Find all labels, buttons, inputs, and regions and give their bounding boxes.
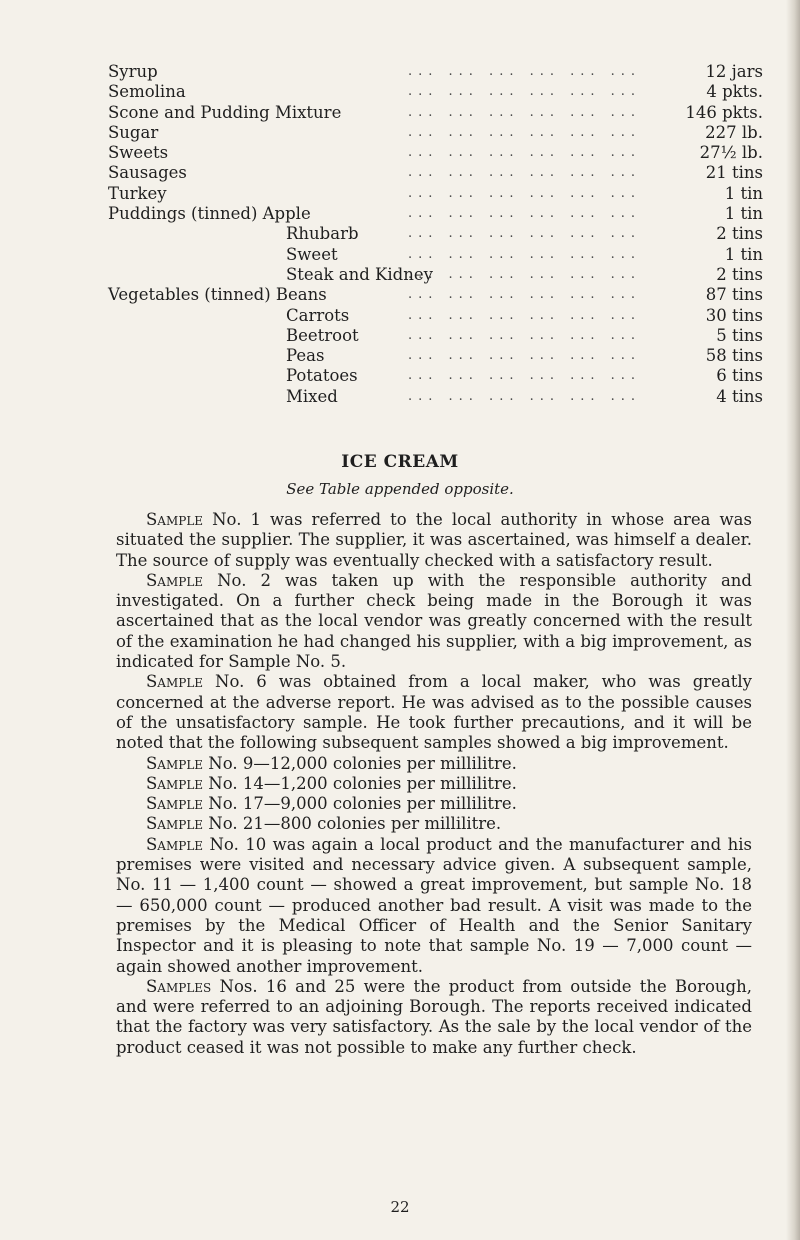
body-text <box>116 510 752 1058</box>
paragraph-text: Nos. 16 and 25 were the product from outside the Borough, and were referred to an adjoining Borough. The reports received indicated that the factory was very satisfactory. As the sale by the local vendor of the product ceased it was not possible to make any further check. <box>116 976 752 1057</box>
paragraph-text: No. 21—800 colonies per millilitre. <box>203 814 502 834</box>
inventory-item-name: Steak and Kidney <box>286 264 433 284</box>
paragraph-text: No. 17—9,000 colonies per millilitre. <box>203 794 517 814</box>
inventory-item-name: Vegetables (tinned) Beans <box>108 285 327 305</box>
paragraph-lead: Sample <box>146 672 204 692</box>
section-subtitle: See Table appended opposite. <box>286 480 514 498</box>
inventory-item-name: Rhubarb <box>286 224 359 244</box>
leader-dots: ... ... ... ... ... ... <box>408 64 642 79</box>
inventory-row <box>108 143 768 163</box>
inventory-item-quantity: 2 tins <box>716 224 763 244</box>
inventory-item-quantity: 4 tins <box>716 386 763 406</box>
paragraph-lead: Sample <box>146 794 204 814</box>
paragraph-text: No. 2 was taken up with the responsible authority and investigated. On a further check being made in the Borough it was ascertained that as the local vendor was greatly concerned with the result of the examination he had changed his supplier, with a big improvement, as indicated for Sample No. 5. <box>116 570 752 672</box>
inventory-row <box>108 306 768 326</box>
paragraph <box>116 510 752 571</box>
inventory-item-name: Sugar <box>108 122 159 142</box>
inventory-row <box>108 326 768 346</box>
inventory-item-name: Puddings (tinned) Apple <box>108 204 311 224</box>
paragraph-text: No. 9—12,000 colonies per millilitre. <box>203 753 517 773</box>
sample-count-line <box>116 794 752 814</box>
paragraph <box>116 977 752 1058</box>
inventory-item-quantity: 27½ lb. <box>699 143 763 163</box>
paragraph-lead: Sample <box>146 510 204 529</box>
paragraph <box>116 571 752 672</box>
leader-dots: ... ... ... ... ... ... <box>408 287 642 303</box>
leader-dots: ... ... ... ... ... ... <box>408 327 642 343</box>
paragraph-lead: Sample <box>146 814 204 834</box>
leader-dots: ... ... ... ... ... ... <box>408 307 642 323</box>
inventory-item-quantity: 5 tins <box>716 325 763 345</box>
page-number: 22 <box>390 1198 410 1216</box>
inventory-item-quantity: 2 tins <box>716 264 763 284</box>
leader-dots: ... ... ... ... ... ... <box>408 206 642 222</box>
sample-count-line <box>116 774 752 794</box>
inventory-item-name: Turkey <box>108 183 167 203</box>
inventory-item-name: Syrup <box>108 62 158 81</box>
inventory-item-quantity: 1 tin <box>724 204 763 224</box>
inventory-row <box>108 366 768 386</box>
leader-dots: ... ... ... ... ... ... <box>408 84 642 100</box>
inventory-row <box>108 204 768 224</box>
paragraph-lead: Sample <box>146 834 204 854</box>
inventory-row <box>108 387 768 407</box>
leader-dots: ... ... ... ... ... ... <box>408 165 642 181</box>
inventory-row <box>108 62 768 82</box>
leader-dots: ... ... ... ... ... ... <box>408 104 642 120</box>
paragraph <box>116 835 752 977</box>
inventory-item-name: Semolina <box>108 82 186 102</box>
paragraph-lead: Samples <box>146 976 212 996</box>
leader-dots: ... ... ... ... ... ... <box>408 124 642 140</box>
paragraph-lead: Sample <box>146 753 204 773</box>
paragraph-text: No. 6 was obtained from a local maker, who was greatly concerned at the adverse report. He was advised as to the possible causes of the unsatisfactory sample. He took further precautions, and it will be noted that the following subsequent samples showed a big improvement. <box>116 672 752 753</box>
paragraph-text: No. 1 was referred to the local authority in whose area was situated the supplier. The supplier, it was ascertained, was himself a dealer. The source of supply was eventually checked with a satisfactory result. <box>116 510 752 570</box>
inventory-item-name: Sausages <box>108 163 187 183</box>
inventory-item-name: Mixed <box>286 386 338 406</box>
inventory-item-quantity: 12 jars <box>705 62 763 81</box>
page-scan-edge <box>786 0 800 1240</box>
inventory-row <box>108 285 768 305</box>
inventory-row <box>108 103 768 123</box>
inventory-item-name: Sweets <box>108 143 169 163</box>
inventory-item-quantity: 21 tins <box>705 163 763 183</box>
inventory-item-quantity: 30 tins <box>705 305 763 325</box>
leader-dots: ... ... ... ... ... ... <box>408 246 642 262</box>
inventory-row <box>108 265 768 285</box>
inventory-item-quantity: 227 lb. <box>705 122 763 142</box>
inventory-item-quantity: 87 tins <box>705 285 763 305</box>
inventory-row <box>108 82 768 102</box>
inventory-item-name: Beetroot <box>286 325 359 345</box>
paragraph-text: No. 14—1,200 colonies per millilitre. <box>203 773 517 793</box>
inventory-row <box>108 163 768 183</box>
leader-dots: ... ... ... ... ... ... <box>408 368 642 384</box>
leader-dots: ... ... ... ... ... ... <box>408 145 642 161</box>
inventory-item-name: Potatoes <box>286 366 358 386</box>
paragraph-text: No. 10 was again a local product and the manufacturer and his premises were visited and necessary advice given. A subsequent sample, No. 11 — 1,400 count — showed a great improvement, but sample No. 18 — 650,000 count — produced another bad result. A visit was made to the premises by the Medical Officer of Health and the Senior Sanitary Inspector and it is pleasing to note that sample No. 19 — 7,000 count — again showed another improvement. <box>116 834 752 976</box>
leader-dots: ... ... ... ... ... ... <box>408 348 642 364</box>
inventory-item-quantity: 4 pkts. <box>706 82 763 102</box>
inventory-item-name: Carrots <box>286 305 350 325</box>
paragraph-lead: Sample <box>146 773 204 793</box>
inventory-row <box>108 123 768 143</box>
inventory-item-name: Sweet <box>286 244 338 264</box>
inventory-list <box>108 62 768 407</box>
leader-dots: ... ... ... ... ... ... <box>408 185 642 201</box>
leader-dots: ... ... ... ... ... ... <box>408 226 642 242</box>
inventory-item-name: Peas <box>286 346 325 366</box>
inventory-row <box>108 346 768 366</box>
inventory-item-quantity: 58 tins <box>705 346 763 366</box>
inventory-row <box>108 245 768 265</box>
inventory-item-quantity: 1 tin <box>724 244 763 264</box>
inventory-row <box>108 184 768 204</box>
inventory-item-name: Scone and Pudding Mixture <box>108 102 342 122</box>
leader-dots: ... ... ... ... ... ... <box>408 266 642 282</box>
sample-count-line <box>116 754 752 774</box>
inventory-item-quantity: 1 tin <box>724 183 763 203</box>
section-title: ICE CREAM <box>341 452 459 472</box>
paragraph <box>116 672 752 753</box>
paragraph-lead: Sample <box>146 570 204 590</box>
inventory-item-quantity: 6 tins <box>716 366 763 386</box>
inventory-item-quantity: 146 pkts. <box>685 102 763 122</box>
inventory-row <box>108 224 768 244</box>
leader-dots: ... ... ... ... ... ... <box>408 388 642 404</box>
sample-count-line <box>116 814 752 834</box>
